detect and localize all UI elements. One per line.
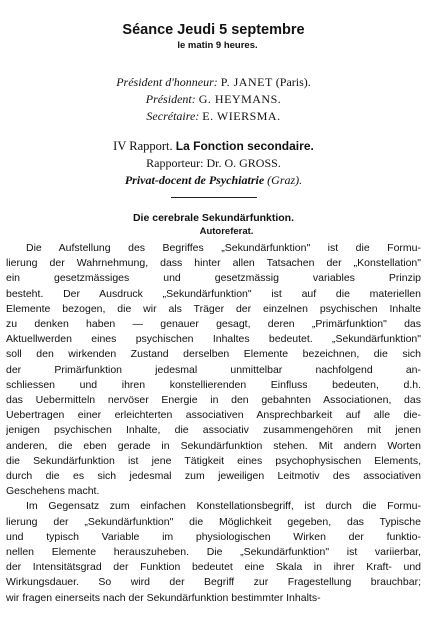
text-line: ein gesetzmässiges und gesetzmässig variables Prinzip xyxy=(6,272,421,285)
affiliation-title: Privat-docent de Psychiatrie xyxy=(124,173,265,187)
text-line: der Primärfunktion jedesmal unmittelbar nachfolgend an- xyxy=(6,363,421,376)
divider-rule xyxy=(171,197,257,198)
text-line: anderen, die eben gerade in Sekundärfunktion stehen. Mit andern Worten xyxy=(6,439,421,452)
text-line: das Uebermitteln nervöser Energie in den gebahnten Associationen, das xyxy=(6,394,421,407)
session-time: le matin 9 heures. xyxy=(177,40,258,51)
officer-president xyxy=(6,91,421,108)
officer-honorary-president xyxy=(6,74,421,91)
officers-block xyxy=(6,74,421,125)
body-text xyxy=(6,241,421,606)
text-line: soll den wirkenden Zustand derselben Elemente bezeichnen, die sich xyxy=(6,348,421,361)
text-line: nellen Elemente herauszuheben. Die „Sekundärfunktion" ist variierbar, xyxy=(6,546,421,559)
text-line: Geschehens macht. xyxy=(6,485,100,498)
section-title: Die cerebrale Sekundärfunktion. xyxy=(132,212,295,224)
text-line: Uebertragen einer erleichterten associativen Ansprechbarkeit auf alle die- xyxy=(6,409,421,422)
text-line: und typisch Variable im physiologischen Wirken der funktio- xyxy=(6,530,421,543)
text-line: Aktuellwerden eines psychischen Inhaltes bedeutet. „Sekundärfunktion" xyxy=(6,333,421,346)
report-title: La Fonction secondaire. xyxy=(175,139,314,153)
report-heading xyxy=(6,137,421,155)
rapporteur-affiliation xyxy=(6,172,421,188)
text-line: die Sekundärfunktion ist jene Tätigkeit eines psychophysischen Elements, xyxy=(6,454,421,467)
text-line: Im Gegensatz zum einfachen Konstellationsbegriff, ist durch die Formu- xyxy=(26,500,421,513)
officer-role: Secrétaire: xyxy=(146,109,200,123)
affiliation-city: (Graz). xyxy=(264,173,303,187)
officer-name: P. JANET xyxy=(220,75,273,89)
text-line: lierung der „Sekundärfunktion" die Möglichkeit gegeben, das Typische xyxy=(6,515,421,528)
officer-extra: (Paris). xyxy=(272,75,311,89)
text-line: jenigen psychischen Inhalte, die associativ zusammengehören mit jenen xyxy=(6,424,421,437)
rapporteur-line: Rapporteur: Dr. O. GROSS. xyxy=(146,156,281,170)
text-line: wir fragen einerseits nach der Sekundärfunktion bestimmter Inhalts- xyxy=(6,591,321,604)
text-line: zu denken haben — genauer gesagt, deren „Primärfunktion" das xyxy=(6,318,421,331)
section-subtitle: Autoreferat. xyxy=(199,226,254,237)
text-line: Wirkungsdauer. So wird der Begriff zur Fragestellung brauchbar; xyxy=(6,576,421,589)
text-line: besteht. Der Ausdruck „Sekundärfunktion" ist auf die materiellen xyxy=(6,287,421,300)
text-line: lierung der Wahrnehmung, dass hinter allen Tatsachen der „Konstellation" xyxy=(6,257,421,270)
officer-role: Président d'honneur: xyxy=(116,75,218,89)
text-line: Elemente bezogen, die wir als Träger der einzelnen psychischen Inhalte xyxy=(6,302,421,315)
text-line: Die Aufstellung des Begriffes „Sekundärfunktion" ist die Formu- xyxy=(26,242,421,254)
session-title: Séance Jeudi 5 septembre xyxy=(122,22,305,38)
officer-role: Président: xyxy=(145,92,196,106)
text-line: der Intensitätsgrad der Funktion bedeutet eine Skala in ihrer Kraft- und xyxy=(6,561,421,574)
officer-name: G. HEYMANS. xyxy=(198,92,282,106)
text-line: durch die es sich jedesmal zum jeweiligen Leitmotiv des associativen xyxy=(6,470,421,483)
officer-secretary xyxy=(6,108,421,125)
text-line: schliessen und ihren konstellierenden Einfluss bedeuten, d.h. xyxy=(6,378,421,391)
report-number: IV Rapport. xyxy=(113,139,173,153)
officer-name: E. WIERSMA. xyxy=(202,109,281,123)
